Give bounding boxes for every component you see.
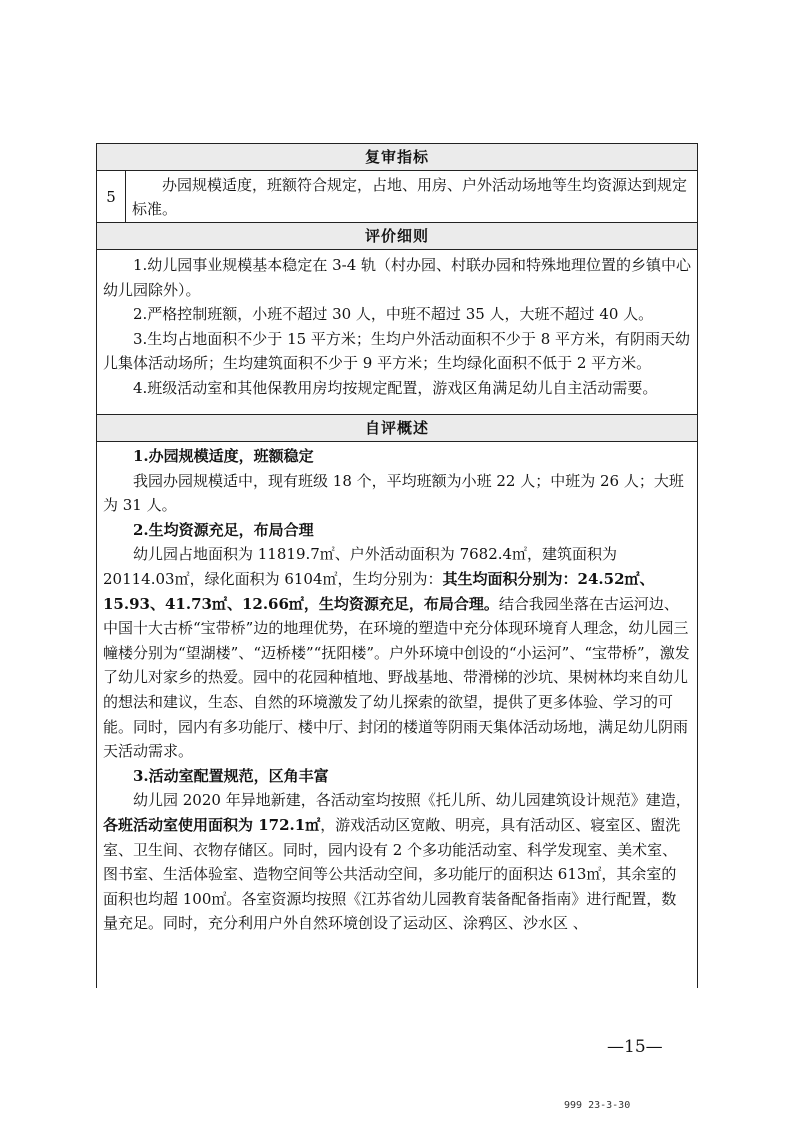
evaluation-table — [96, 143, 698, 988]
section-2-title: 2.生均资源充足，布局合理 — [133, 520, 314, 539]
evaluation-details — [97, 250, 697, 415]
evaluation-details-header: 评价细则 — [97, 223, 697, 250]
section-2-text-b: 结合我园坐落在古运河边、中国十大古桥“宝带桥”边的地理优势，在环境的塑造中充分体现环境育人理念，幼儿园三幢楼分别为“望湖楼”、“迈桥楼”“抚阳楼”。户外环境中创设的“小运河”、“宝带桥”，激发了幼儿对家乡的热爱。园中的花园种植地、野战基地、带滑梯的沙坑、果树林均来自幼儿的想法和建议，生态、自然的环境激发了幼儿探索的欲望，提供了更多体验、学习的可能。同时，园内有多功能厅、楼中厅、封闭的楼道等阴雨天集体活动场地，满足幼儿阴雨天活动需求。 — [103, 594, 690, 761]
section-2-text-bold: 其生均面积分别为：24.52㎡、15.93、41.73㎡、12.66㎡，生均资源充足，布局合理。 — [103, 569, 655, 613]
section-3-title: 3.活动室配置规范，区角丰富 — [133, 766, 329, 785]
self-evaluation-body — [97, 442, 697, 936]
self-evaluation-header: 自评概述 — [97, 415, 697, 442]
review-indicator-header: 复审指标 — [97, 144, 697, 171]
section-2-text-a: 幼儿园占地面积为 11819.7㎡、户外活动面积为 7682.4㎡，建筑面积为 20114.03㎡，绿化面积为 6104㎡，生均分别为： — [103, 545, 618, 588]
detail-item: 4.班级活动室和其他保教用房均按规定配置，游戏区角满足幼儿自主活动需要。 — [133, 378, 658, 397]
section-3-text-bold: 各班活动室使用面积为 172.1㎡ — [103, 815, 321, 834]
footer-stamp: 999 23-3-30 — [564, 1100, 631, 1111]
detail-item: 1.幼儿园事业规模基本稳定在 3-4 轨（村办园、村联办园和特殊地理位置的乡镇中心幼儿园除外）。 — [103, 256, 692, 299]
criterion-row — [97, 171, 697, 223]
detail-item: 3.生均占地面积不少于 15 平方米；生均户外活动面积不少于 8 平方米，有阴雨天幼儿集体活动场所；生均建筑面积不少于 9 平方米；生均绿化面积不低于 2 平方米。 — [103, 329, 691, 373]
section-1-text: 我园办园规模适中，现有班级 18 个，平均班额为小班 22 人；中班为 26 人；大班为 31 人。 — [103, 471, 684, 515]
criterion-text: 办园规模适度，班额符合规定，占地、用房、户外活动场地等生均资源达到规定标准。 — [132, 176, 688, 218]
section-3-text-b: ，游戏活动区宽敞、明亮，具有活动区、寝室区、盥洗室、卫生间、衣物存储区。同时，园内设有 2 个多功能活动室、科学发现室、美术室、图书室、生活体验室、造物空间等公共活动空间，多功能厅的面积达 613㎡，其余室的面积也均超 100㎡。各室资源均按照《江苏省幼儿园教育装备配备指南》进行配置，数量充足。同时，充分利用户外自然环境创设了运动区、涂鸦区、沙水区 、 — [103, 815, 681, 933]
section-1-title: 1.办园规模适度，班额稳定 — [133, 447, 314, 465]
criterion-number: 5 — [97, 171, 126, 222]
section-3-text — [103, 788, 691, 936]
detail-item: 2.严格控制班额，小班不超过 30 人，中班不超过 35 人，大班不超过 40 人。 — [133, 305, 654, 324]
section-3-text-a: 幼儿园 2020 年异地新建，各活动室均按照《托儿所、幼儿园建筑设计规范》建造， — [133, 791, 691, 810]
section-2-text — [103, 542, 691, 763]
page-number: —15— — [607, 1037, 663, 1057]
